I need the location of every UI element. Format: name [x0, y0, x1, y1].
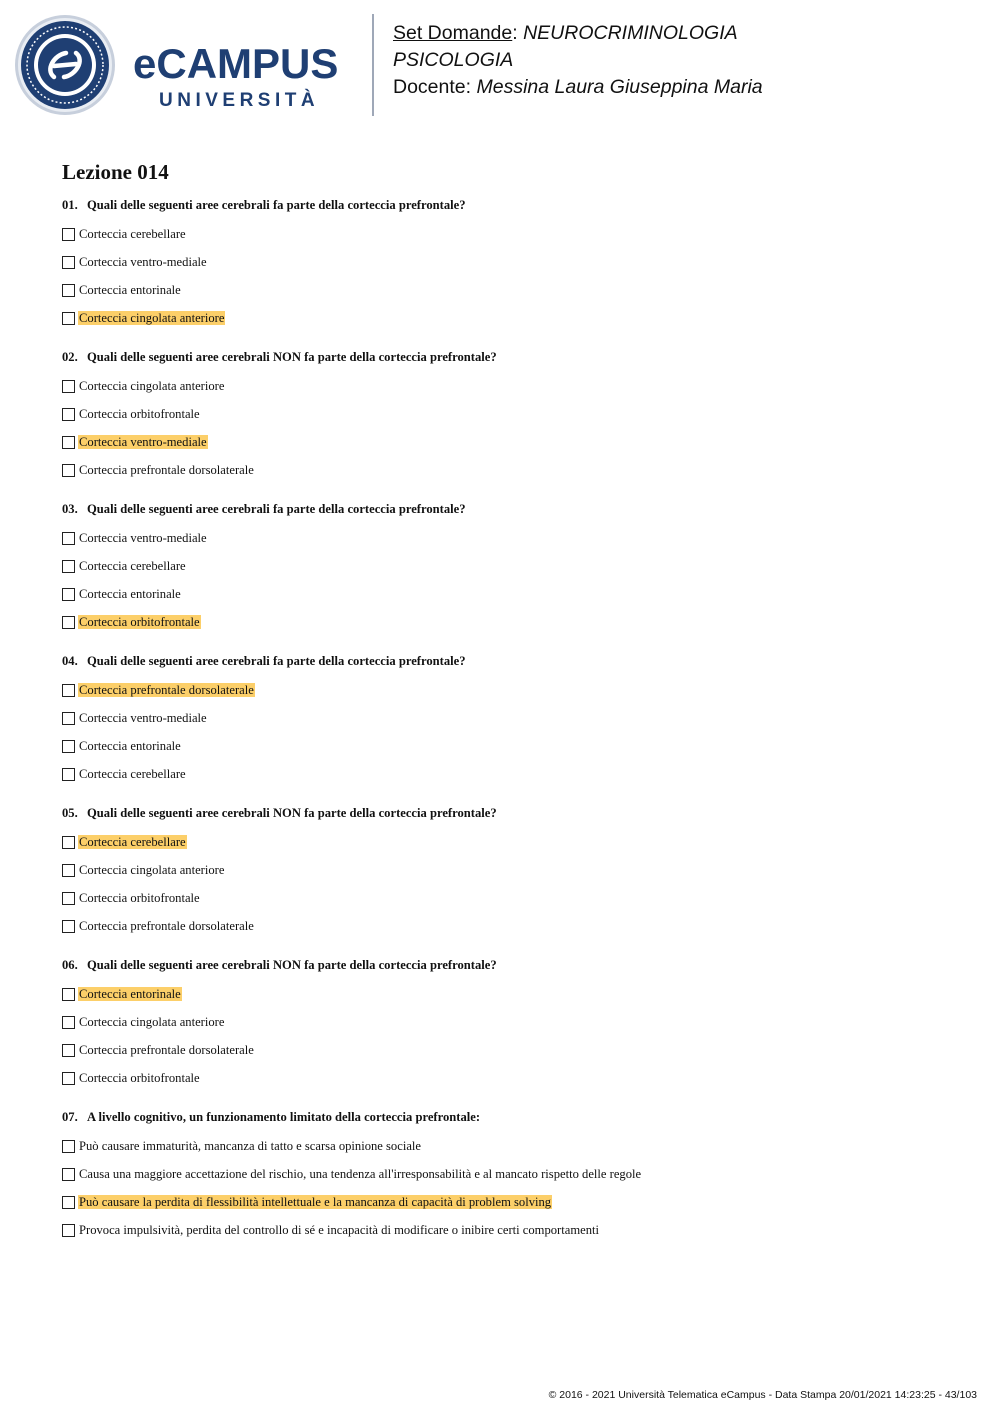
question-prompt: Quali delle seguenti aree cerebrali NON fa parte della corteccia prefrontale?	[87, 350, 497, 364]
answer-option[interactable]	[62, 580, 962, 608]
answer-checkbox[interactable]	[62, 284, 75, 297]
answer-checkbox[interactable]	[62, 712, 75, 725]
answer-option[interactable]	[62, 552, 962, 580]
answer-option[interactable]	[62, 304, 962, 332]
question	[62, 348, 962, 484]
lesson-title: Lezione 014	[62, 160, 169, 184]
answer-text: Corteccia ventro-mediale	[79, 711, 207, 725]
answer-text: Corteccia prefrontale dorsolaterale	[79, 919, 254, 933]
question-prompt: Quali delle seguenti aree cerebrali NON fa parte della corteccia prefrontale?	[87, 958, 497, 972]
answer-text: Corteccia cingolata anteriore	[79, 1015, 225, 1029]
answer-text: Corteccia ventro-mediale	[79, 255, 207, 269]
teacher-name: Messina Laura Giuseppina Maria	[476, 76, 763, 98]
answer-checkbox[interactable]	[62, 1196, 75, 1209]
answer-checkbox[interactable]	[62, 436, 75, 449]
subject-line	[393, 47, 763, 74]
question-number: 02.	[62, 350, 78, 364]
question-text	[62, 1108, 962, 1127]
question	[62, 956, 962, 1092]
question-prompt: A livello cognitivo, un funzionamento limitato della corteccia prefrontale:	[87, 1110, 481, 1124]
answer-option[interactable]	[62, 980, 962, 1008]
answer-option[interactable]	[62, 524, 962, 552]
answer-text: Corteccia orbitofrontale	[79, 891, 200, 905]
correct-answer-text: Può causare la perdita di flessibilità intellettuale e la mancanza di capacità di problem solving	[79, 1195, 552, 1209]
answer-option[interactable]	[62, 732, 962, 760]
header-info	[393, 20, 763, 101]
answer-option[interactable]	[62, 1160, 962, 1188]
answer-text: Corteccia cingolata anteriore	[79, 379, 225, 393]
correct-answer-text: Corteccia ventro-mediale	[79, 435, 207, 449]
answer-text: Corteccia cerebellare	[79, 767, 186, 781]
answer-option[interactable]	[62, 428, 962, 456]
correct-answer-text: Corteccia orbitofrontale	[79, 615, 200, 629]
answer-text: Corteccia cerebellare	[79, 559, 186, 573]
answer-option[interactable]	[62, 400, 962, 428]
question-text	[62, 348, 962, 367]
answer-option[interactable]	[62, 248, 962, 276]
answer-option[interactable]	[62, 856, 962, 884]
answer-option[interactable]	[62, 1064, 962, 1092]
subject-line-1: NEUROCRIMINOLOGIA	[523, 22, 738, 44]
set-line	[393, 20, 763, 47]
answer-checkbox[interactable]	[62, 684, 75, 697]
answer-checkbox[interactable]	[62, 532, 75, 545]
logo-text: eCAMPUS	[133, 40, 339, 87]
teacher-line	[393, 74, 763, 101]
question-prompt: Quali delle seguenti aree cerebrali fa parte della corteccia prefrontale?	[87, 502, 466, 516]
answer-text: Corteccia entorinale	[79, 587, 181, 601]
answer-checkbox[interactable]	[62, 920, 75, 933]
answer-checkbox[interactable]	[62, 1140, 75, 1153]
answer-option[interactable]	[62, 608, 962, 636]
page-footer: © 2016 - 2021 Università Telematica eCampus - Data Stampa 20/01/2021 14:23:25 - 43/103	[548, 1389, 977, 1401]
ecampus-seal-logo	[14, 14, 116, 116]
answer-checkbox[interactable]	[62, 740, 75, 753]
header-divider	[372, 14, 374, 116]
set-label: Set Domande	[393, 22, 513, 44]
answer-option[interactable]	[62, 1188, 962, 1216]
answer-checkbox[interactable]	[62, 836, 75, 849]
answer-option[interactable]	[62, 372, 962, 400]
question-list	[62, 196, 962, 1260]
answer-checkbox[interactable]	[62, 1224, 75, 1237]
answer-checkbox[interactable]	[62, 768, 75, 781]
answer-checkbox[interactable]	[62, 380, 75, 393]
answer-checkbox[interactable]	[62, 864, 75, 877]
question	[62, 500, 962, 636]
question-number: 05.	[62, 806, 78, 820]
question-prompt: Quali delle seguenti aree cerebrali fa parte della corteccia prefrontale?	[87, 198, 466, 212]
set-separator: :	[512, 22, 518, 44]
answer-checkbox[interactable]	[62, 1168, 75, 1181]
answer-text: Può causare immaturità, mancanza di tatto e scarsa opinione sociale	[79, 1139, 421, 1153]
correct-answer-text: Corteccia entorinale	[79, 987, 181, 1001]
answer-text: Corteccia entorinale	[79, 739, 181, 753]
answer-option[interactable]	[62, 760, 962, 788]
answer-checkbox[interactable]	[62, 892, 75, 905]
answer-option[interactable]	[62, 1132, 962, 1160]
logo-subtext: UNIVERSITÀ	[159, 90, 320, 111]
answer-option[interactable]	[62, 884, 962, 912]
answer-text: Causa una maggiore accettazione del rischio, una tendenza all'irresponsabilità e al mancato rispetto delle regole	[79, 1167, 642, 1181]
question-prompt: Quali delle seguenti aree cerebrali fa parte della corteccia prefrontale?	[87, 654, 466, 668]
teacher-label: Docente:	[393, 76, 472, 98]
answer-text: Corteccia cerebellare	[79, 227, 186, 241]
answer-text: Corteccia entorinale	[79, 283, 181, 297]
answer-option[interactable]	[62, 704, 962, 732]
question	[62, 196, 962, 332]
answer-checkbox[interactable]	[62, 464, 75, 477]
correct-answer-text: Corteccia cingolata anteriore	[79, 311, 225, 325]
question-number: 03.	[62, 502, 78, 516]
page-header	[0, 0, 1000, 130]
answer-checkbox[interactable]	[62, 988, 75, 1001]
correct-answer-text: Corteccia prefrontale dorsolaterale	[79, 683, 254, 697]
answer-option[interactable]	[62, 220, 962, 248]
correct-answer-text: Corteccia cerebellare	[79, 835, 186, 849]
answer-checkbox[interactable]	[62, 228, 75, 241]
question-number: 06.	[62, 958, 78, 972]
question-number: 01.	[62, 198, 78, 212]
question	[62, 804, 962, 940]
answer-option[interactable]	[62, 912, 962, 940]
answer-option[interactable]	[62, 1036, 962, 1064]
answer-checkbox[interactable]	[62, 312, 75, 325]
question-text	[62, 652, 962, 671]
subject-line-2: PSICOLOGIA	[393, 49, 514, 71]
answer-option[interactable]	[62, 1216, 962, 1244]
answer-text: Corteccia orbitofrontale	[79, 407, 200, 421]
question-text	[62, 956, 962, 975]
answer-text: Corteccia ventro-mediale	[79, 531, 207, 545]
question-text	[62, 196, 962, 215]
question	[62, 1108, 962, 1244]
answer-option[interactable]	[62, 456, 962, 484]
answer-checkbox[interactable]	[62, 560, 75, 573]
ecampus-wordmark-logo	[133, 38, 358, 113]
question-prompt: Quali delle seguenti aree cerebrali NON fa parte della corteccia prefrontale?	[87, 806, 497, 820]
answer-text: Corteccia cingolata anteriore	[79, 863, 225, 877]
question	[62, 652, 962, 788]
question-text	[62, 500, 962, 519]
answer-text: Provoca impulsività, perdita del controllo di sé e incapacità di modificare o inibire certi comportamenti	[79, 1223, 600, 1237]
answer-checkbox[interactable]	[62, 1016, 75, 1029]
answer-option[interactable]	[62, 276, 962, 304]
answer-option[interactable]	[62, 828, 962, 856]
answer-text: Corteccia prefrontale dorsolaterale	[79, 463, 254, 477]
answer-checkbox[interactable]	[62, 1072, 75, 1085]
answer-checkbox[interactable]	[62, 616, 75, 629]
question-number: 07.	[62, 1110, 78, 1124]
question-number: 04.	[62, 654, 78, 668]
answer-checkbox[interactable]	[62, 256, 75, 269]
answer-checkbox[interactable]	[62, 1044, 75, 1057]
answer-text: Corteccia orbitofrontale	[79, 1071, 200, 1085]
answer-text: Corteccia prefrontale dorsolaterale	[79, 1043, 254, 1057]
answer-checkbox[interactable]	[62, 588, 75, 601]
question-text	[62, 804, 962, 823]
answer-option[interactable]	[62, 1008, 962, 1036]
answer-option[interactable]	[62, 676, 962, 704]
answer-checkbox[interactable]	[62, 408, 75, 421]
